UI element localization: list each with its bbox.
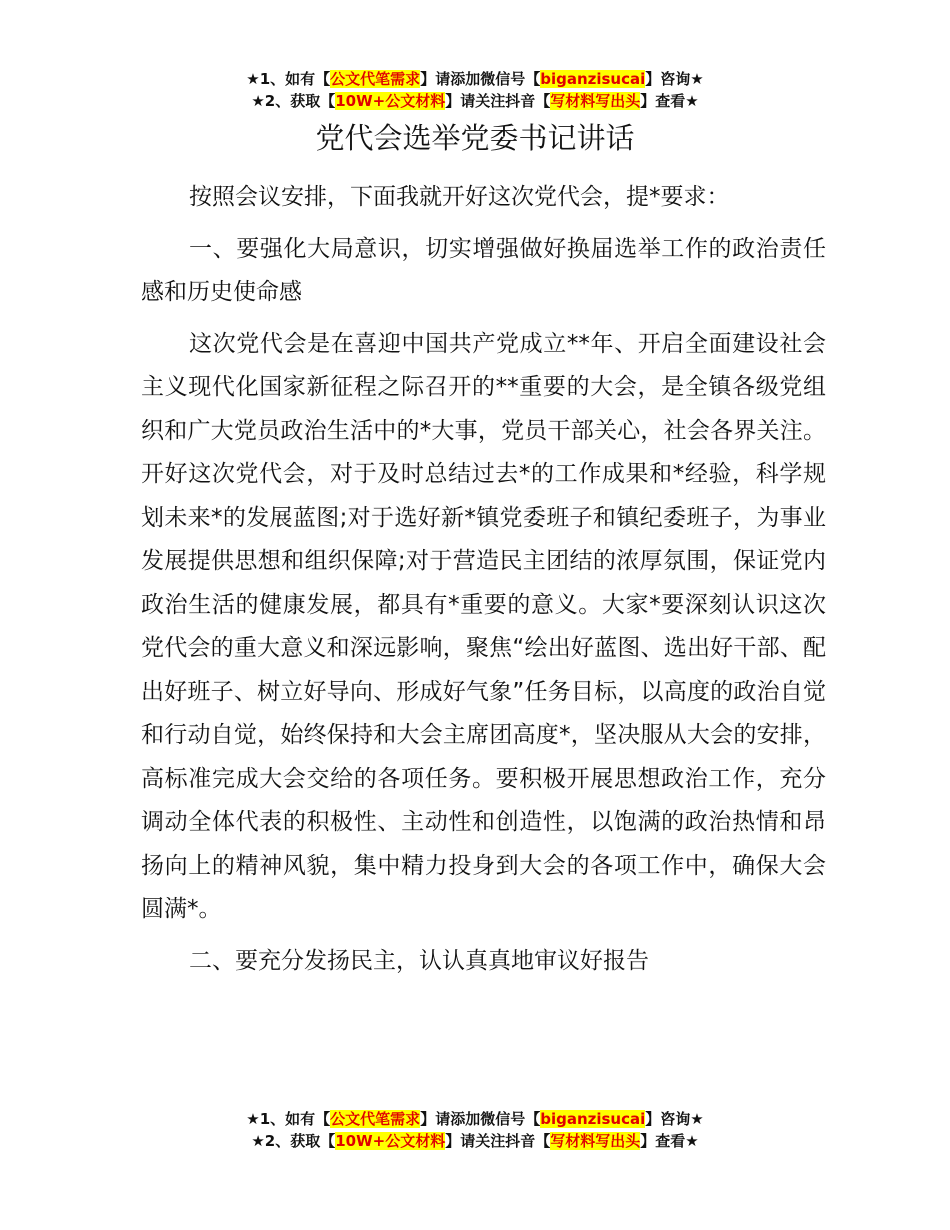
- header-promo-banner: [0, 68, 950, 112]
- promo-line-1: [0, 68, 950, 90]
- promo-text: ★1、如有【: [246, 1110, 331, 1128]
- promo-text: ★2、获取【: [251, 1132, 336, 1150]
- promo-line-1: [0, 1108, 950, 1130]
- promo-text: 】查看★: [640, 92, 699, 110]
- promo-text: ★1、如有【: [246, 70, 331, 88]
- promo-highlight: 公文代笔需求: [330, 70, 421, 88]
- promo-text: 】请关注抖音【: [445, 1132, 551, 1150]
- promo-text: 】咨询★: [645, 1110, 704, 1128]
- promo-highlight: 公文代笔需求: [330, 1110, 421, 1128]
- footer-promo-banner: [0, 1108, 950, 1152]
- promo-text: ★2、获取【: [251, 92, 336, 110]
- promo-text: 】查看★: [640, 1132, 699, 1150]
- promo-highlight: 10W+公文材料: [335, 1132, 446, 1150]
- section-heading-2: 二、要充分发扬民主，认认真真地审议好报告: [189, 947, 649, 974]
- promo-text: 】请关注抖音【: [445, 92, 551, 110]
- promo-highlight-douyin-account: 写材料写出头: [550, 92, 641, 110]
- document-body: [141, 176, 826, 991]
- promo-text: 】请添加微信号【: [420, 70, 541, 88]
- document-title: 党代会选举党委书记讲话: [315, 121, 635, 155]
- section-heading-1: 一、要强化大局意识，切实增强做好换届选举工作的政治责任感和历史使命感: [141, 235, 826, 305]
- paragraph-body: 这次党代会是在喜迎中国共产党成立**年、开启全面建设社会主义现代化国家新征程之际召开的**重要的大会，是全镇各级党组织和广大党员政治生活中的*大事，党员干部关心，社会各界关注。开好这次党代会，对于及时总结过去*的工作成果和*经验，科学规划未来*的发展蓝图;对于选好新*镇党委班子和镇纪委班子，为事业发展提供思想和组织保障;对于营造民主团结的浓厚氛围，保证党内政治生活的健康发展，都具有*重要的意义。大家*要深刻认识这次党代会的重大意义和深远影响，聚焦“绘出好蓝图、选出好干部、配出好班子、树立好导向、形成好气象”任务目标，以高度的政治自觉和行动自觉，始终保持和大会主席团高度*，坚决服从大会的安排，高标准完成大会交给的各项任务。要积极开展思想政治工作，充分调动全体代表的积极性、主动性和创造性，以饱满的政治热情和昂扬向上的精神风貌，集中精力投身到大会的各项工作中，确保大会圆满*。: [141, 330, 826, 922]
- promo-text: 】咨询★: [645, 70, 704, 88]
- promo-highlight-wechat-id: biganzisucai: [540, 70, 646, 88]
- promo-line-2: [0, 1130, 950, 1152]
- promo-highlight-wechat-id: biganzisucai: [540, 1110, 646, 1128]
- promo-text: 】请添加微信号【: [420, 1110, 541, 1128]
- paragraph-intro: 按照会议安排，下面我就开好这次党代会，提*要求：: [189, 184, 730, 210]
- promo-highlight-douyin-account: 写材料写出头: [550, 1132, 641, 1150]
- promo-highlight: 10W+公文材料: [335, 92, 446, 110]
- promo-line-2: [0, 90, 950, 112]
